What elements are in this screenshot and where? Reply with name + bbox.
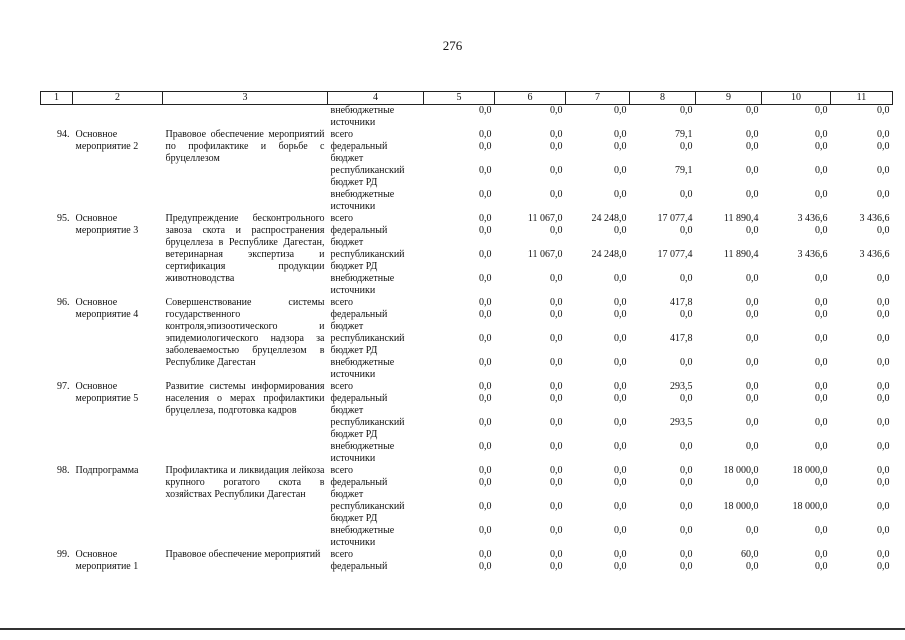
amount-cell: 0,0 xyxy=(479,309,492,320)
amount-cell: 0,0 xyxy=(815,333,828,344)
amount-cell: 0,0 xyxy=(815,477,828,488)
amount-cell: 3 436,6 xyxy=(797,249,828,260)
entry-name: Основное мероприятие 5 xyxy=(75,381,139,404)
amount-cell: 0,0 xyxy=(680,309,693,320)
amount-cell: 0,0 xyxy=(877,189,890,200)
amount-cell: 0,0 xyxy=(550,105,563,116)
amount-cell: 0,0 xyxy=(479,105,492,116)
amount-cell: 0,0 xyxy=(877,465,890,476)
amount-cell: 0,0 xyxy=(815,273,828,284)
amount-cell: 0,0 xyxy=(479,357,492,368)
entry-description: Правовое обеспечение мероприятий xyxy=(165,549,321,560)
table-row xyxy=(41,381,893,393)
table-row xyxy=(41,297,893,309)
amount-cell: 417,8 xyxy=(670,297,693,308)
amount-cell: 0,0 xyxy=(815,309,828,320)
funding-source: федеральный xyxy=(330,561,388,572)
amount-cell: 0,0 xyxy=(614,525,627,536)
amount-cell: 0,0 xyxy=(550,381,563,392)
amount-cell: 0,0 xyxy=(479,477,492,488)
amount-cell: 11 067,0 xyxy=(527,213,563,224)
amount-cell: 0,0 xyxy=(877,549,890,560)
amount-cell: 0,0 xyxy=(877,501,890,512)
amount-cell: 0,0 xyxy=(614,357,627,368)
column-header-3: 3 xyxy=(163,92,328,105)
amount-cell: 0,0 xyxy=(614,441,627,452)
entry-name: Основное мероприятие 3 xyxy=(75,213,139,236)
funding-source: внебюджетные источники xyxy=(330,441,395,464)
entry-number: 97. xyxy=(57,381,70,392)
entry-number: 94. xyxy=(57,129,70,140)
funding-source: всего xyxy=(330,549,354,560)
amount-cell: 0,0 xyxy=(815,129,828,140)
amount-cell: 0,0 xyxy=(815,225,828,236)
amount-cell: 0,0 xyxy=(614,129,627,140)
amount-cell: 0,0 xyxy=(746,273,759,284)
amount-cell: 0,0 xyxy=(877,297,890,308)
amount-cell: 79,1 xyxy=(675,165,693,176)
table-row xyxy=(41,549,893,561)
amount-cell: 0,0 xyxy=(550,141,563,152)
amount-cell: 0,0 xyxy=(479,549,492,560)
amount-cell: 0,0 xyxy=(877,129,890,140)
amount-cell: 0,0 xyxy=(680,273,693,284)
entry-description: Совершенствование системы государственного контроля,эпизоотического и эпидемиологического надзора за заболеваемостью бруцеллезом в Республике Дагестан xyxy=(165,297,325,368)
amount-cell: 0,0 xyxy=(479,417,492,428)
amount-cell: 0,0 xyxy=(614,297,627,308)
empty-cell xyxy=(41,105,73,130)
funding-source: всего xyxy=(330,213,354,224)
amount-cell: 18 000,0 xyxy=(723,501,759,512)
amount-cell: 0,0 xyxy=(550,417,563,428)
amount-cell: 0,0 xyxy=(746,141,759,152)
amount-cell: 0,0 xyxy=(746,165,759,176)
entry-name: Основное мероприятие 2 xyxy=(75,129,139,152)
amount-cell: 0,0 xyxy=(479,141,492,152)
funding-source: республиканский бюджет РД xyxy=(330,333,405,356)
funding-source: республиканский бюджет РД xyxy=(330,165,405,188)
amount-cell: 0,0 xyxy=(680,501,693,512)
amount-cell: 0,0 xyxy=(614,333,627,344)
funding-source: внебюджетные источники xyxy=(330,105,395,128)
amount-cell: 0,0 xyxy=(479,165,492,176)
entry-description: Развитие системы информирования населения о мерах профилактики бруцеллеза, подготовка кадров xyxy=(165,381,325,416)
amount-cell: 0,0 xyxy=(815,441,828,452)
amount-cell: 0,0 xyxy=(877,141,890,152)
amount-cell: 0,0 xyxy=(877,333,890,344)
amount-cell: 0,0 xyxy=(550,525,563,536)
amount-cell: 0,0 xyxy=(550,357,563,368)
amount-cell: 0,0 xyxy=(815,561,828,572)
amount-cell: 24 248,0 xyxy=(591,213,627,224)
column-header-6: 6 xyxy=(495,92,566,105)
amount-cell: 24 248,0 xyxy=(591,249,627,260)
amount-cell: 0,0 xyxy=(877,165,890,176)
amount-cell: 0,0 xyxy=(479,213,492,224)
amount-cell: 0,0 xyxy=(877,381,890,392)
entry-description: Предупреждение бесконтрольного завоза скота и распространения бруцеллеза в Республике Дагестан, ветеринарная экспертиза и сертификация продукции животноводства xyxy=(165,213,325,284)
amount-cell: 0,0 xyxy=(550,393,563,404)
amount-cell: 17 077,4 xyxy=(657,249,693,260)
entry-name: Основное мероприятие 1 xyxy=(75,549,139,572)
table-row xyxy=(41,465,893,477)
entry-number: 99. xyxy=(57,549,70,560)
funding-source: всего xyxy=(330,297,354,308)
amount-cell: 0,0 xyxy=(550,297,563,308)
amount-cell: 0,0 xyxy=(680,549,693,560)
amount-cell: 0,0 xyxy=(479,273,492,284)
table-row xyxy=(41,213,893,225)
column-header-7: 7 xyxy=(566,92,630,105)
amount-cell: 0,0 xyxy=(746,417,759,428)
amount-cell: 0,0 xyxy=(479,297,492,308)
amount-cell: 0,0 xyxy=(746,357,759,368)
amount-cell: 0,0 xyxy=(815,189,828,200)
table-row xyxy=(41,129,893,141)
amount-cell: 0,0 xyxy=(614,501,627,512)
amount-cell: 0,0 xyxy=(680,465,693,476)
entry-name: Основное мероприятие 4 xyxy=(75,297,139,320)
budget-table xyxy=(40,91,893,573)
amount-cell: 0,0 xyxy=(614,417,627,428)
amount-cell: 0,0 xyxy=(815,417,828,428)
entry-name: Подпрограмма xyxy=(75,465,139,476)
amount-cell: 0,0 xyxy=(680,393,693,404)
funding-source: республиканский бюджет РД xyxy=(330,417,405,440)
funding-source: федеральный бюджет xyxy=(330,225,388,248)
amount-cell: 0,0 xyxy=(680,525,693,536)
amount-cell: 0,0 xyxy=(550,465,563,476)
amount-cell: 0,0 xyxy=(746,309,759,320)
funding-source: внебюджетные источники xyxy=(330,525,395,548)
funding-source: всего xyxy=(330,465,354,476)
amount-cell: 0,0 xyxy=(680,357,693,368)
amount-cell: 0,0 xyxy=(877,417,890,428)
amount-cell: 79,1 xyxy=(675,129,693,140)
amount-cell: 0,0 xyxy=(815,357,828,368)
amount-cell: 0,0 xyxy=(550,501,563,512)
page-number: 276 xyxy=(442,38,463,53)
amount-cell: 0,0 xyxy=(479,501,492,512)
amount-cell: 0,0 xyxy=(479,129,492,140)
amount-cell: 0,0 xyxy=(479,381,492,392)
amount-cell: 0,0 xyxy=(550,333,563,344)
funding-source: внебюджетные источники xyxy=(330,189,395,212)
amount-cell: 0,0 xyxy=(877,393,890,404)
amount-cell: 0,0 xyxy=(614,165,627,176)
amount-cell: 0,0 xyxy=(877,309,890,320)
amount-cell: 0,0 xyxy=(614,309,627,320)
amount-cell: 0,0 xyxy=(680,141,693,152)
column-header-2: 2 xyxy=(73,92,163,105)
amount-cell: 0,0 xyxy=(815,381,828,392)
amount-cell: 0,0 xyxy=(550,273,563,284)
funding-source: внебюджетные источники xyxy=(330,357,395,380)
amount-cell: 0,0 xyxy=(680,441,693,452)
amount-cell: 0,0 xyxy=(746,129,759,140)
amount-cell: 0,0 xyxy=(746,441,759,452)
funding-source: федеральный бюджет xyxy=(330,393,388,416)
amount-cell: 3 436,6 xyxy=(859,213,890,224)
amount-cell: 0,0 xyxy=(877,357,890,368)
amount-cell: 0,0 xyxy=(614,393,627,404)
amount-cell: 0,0 xyxy=(877,273,890,284)
amount-cell: 0,0 xyxy=(614,105,627,116)
table-body xyxy=(41,105,893,574)
amount-cell: 417,8 xyxy=(670,333,693,344)
entry-number: 96. xyxy=(57,297,70,308)
amount-cell: 0,0 xyxy=(479,249,492,260)
column-header-5: 5 xyxy=(424,92,495,105)
amount-cell: 3 436,6 xyxy=(797,213,828,224)
amount-cell: 18 000,0 xyxy=(792,501,828,512)
amount-cell: 0,0 xyxy=(614,141,627,152)
amount-cell: 0,0 xyxy=(877,441,890,452)
amount-cell: 0,0 xyxy=(550,477,563,488)
amount-cell: 0,0 xyxy=(614,381,627,392)
amount-cell: 0,0 xyxy=(550,129,563,140)
bottom-rule xyxy=(0,628,905,630)
amount-cell: 11 890,4 xyxy=(723,249,759,260)
amount-cell: 18 000,0 xyxy=(792,465,828,476)
amount-cell: 293,5 xyxy=(670,381,693,392)
amount-cell: 0,0 xyxy=(680,561,693,572)
amount-cell: 0,0 xyxy=(550,561,563,572)
amount-cell: 0,0 xyxy=(746,525,759,536)
amount-cell: 0,0 xyxy=(815,549,828,560)
amount-cell: 0,0 xyxy=(550,165,563,176)
amount-cell: 0,0 xyxy=(877,225,890,236)
amount-cell: 0,0 xyxy=(815,141,828,152)
amount-cell: 0,0 xyxy=(815,297,828,308)
amount-cell: 0,0 xyxy=(614,273,627,284)
amount-cell: 11 067,0 xyxy=(527,249,563,260)
amount-cell: 11 890,4 xyxy=(723,213,759,224)
entry-description: Правовое обеспечение мероприятий по профилактике и борьбе с бруцеллезом xyxy=(165,129,325,164)
amount-cell: 0,0 xyxy=(877,561,890,572)
amount-cell: 0,0 xyxy=(746,561,759,572)
amount-cell: 0,0 xyxy=(746,189,759,200)
amount-cell: 0,0 xyxy=(746,225,759,236)
amount-cell: 0,0 xyxy=(550,225,563,236)
funding-source: федеральный бюджет xyxy=(330,141,388,164)
amount-cell: 0,0 xyxy=(479,465,492,476)
amount-cell: 0,0 xyxy=(815,165,828,176)
amount-cell: 0,0 xyxy=(877,477,890,488)
amount-cell: 0,0 xyxy=(614,477,627,488)
table-row xyxy=(41,105,893,130)
amount-cell: 0,0 xyxy=(479,333,492,344)
amount-cell: 0,0 xyxy=(614,561,627,572)
amount-cell: 0,0 xyxy=(680,105,693,116)
amount-cell: 0,0 xyxy=(877,105,890,116)
amount-cell: 0,0 xyxy=(614,465,627,476)
funding-source: всего xyxy=(330,381,354,392)
amount-cell: 293,5 xyxy=(670,417,693,428)
funding-source: федеральный бюджет xyxy=(330,309,388,332)
funding-source: всего xyxy=(330,129,354,140)
entry-number: 98. xyxy=(57,465,70,476)
amount-cell: 0,0 xyxy=(614,225,627,236)
amount-cell: 0,0 xyxy=(746,333,759,344)
amount-cell: 0,0 xyxy=(614,549,627,560)
amount-cell: 60,0 xyxy=(741,549,759,560)
amount-cell: 0,0 xyxy=(815,105,828,116)
funding-source: федеральный бюджет xyxy=(330,477,388,500)
column-header-4: 4 xyxy=(328,92,424,105)
amount-cell: 0,0 xyxy=(479,525,492,536)
amount-cell: 0,0 xyxy=(815,393,828,404)
amount-cell: 0,0 xyxy=(614,189,627,200)
amount-cell: 0,0 xyxy=(877,525,890,536)
amount-cell: 0,0 xyxy=(746,105,759,116)
amount-cell: 0,0 xyxy=(550,309,563,320)
amount-cell: 0,0 xyxy=(479,441,492,452)
funding-source: республиканский бюджет РД xyxy=(330,249,405,272)
column-header-10: 10 xyxy=(762,92,831,105)
amount-cell: 0,0 xyxy=(479,561,492,572)
amount-cell: 3 436,6 xyxy=(859,249,890,260)
amount-cell: 0,0 xyxy=(680,225,693,236)
column-header-8: 8 xyxy=(630,92,696,105)
funding-source: республиканский бюджет РД xyxy=(330,501,405,524)
amount-cell: 0,0 xyxy=(815,525,828,536)
header-row xyxy=(41,92,893,105)
column-header-9: 9 xyxy=(696,92,762,105)
amount-cell: 0,0 xyxy=(680,477,693,488)
amount-cell: 0,0 xyxy=(680,189,693,200)
amount-cell: 17 077,4 xyxy=(657,213,693,224)
amount-cell: 18 000,0 xyxy=(723,465,759,476)
amount-cell: 0,0 xyxy=(746,393,759,404)
funding-source: внебюджетные источники xyxy=(330,273,395,296)
amount-cell: 0,0 xyxy=(746,477,759,488)
amount-cell: 0,0 xyxy=(550,441,563,452)
amount-cell: 0,0 xyxy=(550,189,563,200)
amount-cell: 0,0 xyxy=(479,225,492,236)
entry-description: Профилактика и ликвидация лейкоза крупного рогатого скота в хозяйствах Республики Дагестан xyxy=(165,465,325,500)
empty-cell xyxy=(163,105,328,130)
empty-cell xyxy=(73,105,163,130)
column-header-1: 1 xyxy=(41,92,73,105)
column-header-11: 11 xyxy=(831,92,893,105)
amount-cell: 0,0 xyxy=(746,381,759,392)
amount-cell: 0,0 xyxy=(550,549,563,560)
amount-cell: 0,0 xyxy=(479,189,492,200)
entry-number: 95. xyxy=(57,213,70,224)
amount-cell: 0,0 xyxy=(479,393,492,404)
amount-cell: 0,0 xyxy=(746,297,759,308)
